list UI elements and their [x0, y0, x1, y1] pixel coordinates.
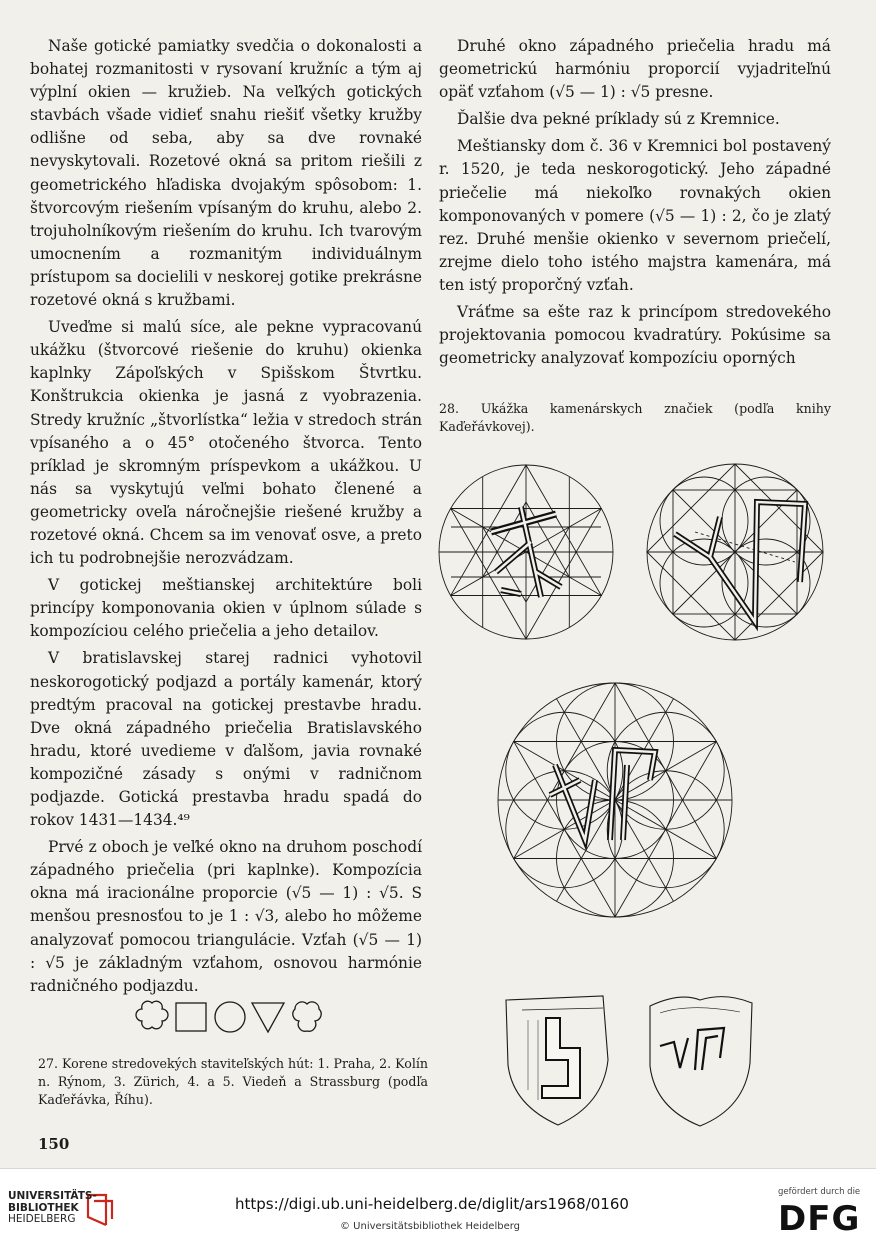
paragraph: V gotickej meštianskej architektúre boli princípy komponovania okien v úplnom súlade s kompozíciou celého priečelia a jeho detailov. [30, 576, 422, 641]
quatrefoil-shape [136, 1001, 168, 1029]
dfg-logo: DFG [778, 1199, 861, 1239]
library-name: UNIVERSITÄTS- BIBLIOTHEK HEIDELBERG [8, 1190, 97, 1225]
paragraph: Ďalšie dva pekné príklady sú z Kremnice. [457, 110, 780, 129]
masons-mark-diagram-1 [436, 462, 616, 642]
paragraph: Druhé okno západného priečelia hradu má geometrickú harmóniu proporcií vyjadriteľnú opäť vzťahom (√5 — 1) : √5 presne. [439, 37, 831, 102]
funding-label: gefördert durch die [778, 1187, 861, 1197]
circle-shape [215, 1002, 245, 1032]
trefoil-shape [293, 1002, 321, 1031]
document-url-link[interactable]: https://digi.ub.uni-heidelberg.de/diglit/ars1968/0160 [235, 1195, 629, 1213]
lodge-symbols-figure [132, 995, 332, 1040]
paragraph: Uveďme si malú síce, ale pekne vypracovanú ukážku (štvorcové riešenie do kruhu) okienka kaplnky Zápoľských v Spišskom Štvrtku. Konštrukcia okienka je jasná z vyobrazenia. Stredy kružníc „štvorlístka“ ležia v stredoch strán vpísaného a o 45° otočeného štvorca. Tento príklad je skromným príspevkom a ukážkou. U nás sa vyskytujú veľmi bohato členené a geometricky oveľa náročnejšie riešené kružby a rozetové okná. Chcem sa im venovať osve, a preto ich tu podrobnejšie nerozvádzam. [30, 318, 422, 568]
page-number: 150 [38, 1135, 70, 1153]
square-shape [176, 1003, 206, 1031]
figure-28-caption: 28. Ukážka kamenárskych značiek (podľa knihy Kaďeřávkovej). [439, 401, 831, 434]
copyright-notice: © Universitätsbibliothek Heidelberg [340, 1221, 521, 1232]
figure-27-caption: 27. Korene stredovekých staviteľských hút: 1. Praha, 2. Kolín n. Rýnom, 3. Zürich, 4. a 5. Viedeň a Strassburg (podľa Kaďeřávka, Říhu). [38, 1056, 428, 1107]
shield-stone-drawing-1 [498, 990, 616, 1130]
paragraph: Prvé z oboch je veľké okno na druhom poschodí západného priečelia (pri kaplnke). Kompozícia okna má iracionálne proporcie (√5 — 1) : √5. S menšou presnosťou to je 1 : √3, alebo ho môžeme analyzovať pomocou triangulácie. Vzťah (√5 — 1) : √5 je základným vzťahom, osnovou harmónie radničného podjazdu. [30, 838, 422, 995]
masons-mark-diagram-2 [642, 462, 828, 642]
footer-bar [0, 1168, 876, 1246]
paragraph: Meštiansky dom č. 36 v Kremnici bol postavený r. 1520, je teda neskorogotický. Jeho západné priečelie má niekoľko rovnakých okien komponovaných v pomere (√5 — 1) : 2, čo je zlatý rez. Druhé menšie okienko v severnom priečelí, zrejme dielo toho istého majstra kamenára, má ten istý proporčný vzťah. [439, 137, 831, 294]
paragraph: Vráťme sa ešte raz k princípom stredovekého projektovania pomocou kvadratúry. Pokúsime sa geometricky analyzovať kompozíciu oporných [439, 303, 831, 368]
paragraph: V bratislavskej starej radnici vyhotovil neskorogotický podjazd a portály kamenár, ktorý predtým pracoval na gotickej prestavbe hradu. Dve okná západného priečelia Bratislavského hradu, ktoré uvedieme v ďalšom, javia rovnaké kompozičné zásady s onými v radničnom podjazde. Gotická prestavba hradu spadá do rokov 1431—1434.⁴⁹ [30, 649, 422, 830]
left-text-column [30, 35, 422, 1002]
right-text-column [439, 35, 831, 374]
masons-mark-diagram-3 [495, 680, 735, 920]
paragraph: Naše gotické pamiatky svedčia o dokonalosti a bohatej rozmanitosti v rysovaní kružníc a tým aj výplní okien — kružieb. Na veľkých gotických stavbách všade vidieť snahu riešiť všetky kružby odlišne od seba, aby sa dve rovnaké nevyskytovali. Rozetové okná sa pritom riešili z geometrického hľadiska dvojakým spôsobom: 1. štvorcovým riešením vpísaným do kruhu, alebo 2. trojuholníkovým riešením do kruhu. Ich tvarovým umocnením a rozmanitým individuálnym prístupom sa docielili v neskorej gotike prekrásne rozetové okná s kružbami. [30, 37, 422, 310]
triangle-shape [252, 1003, 284, 1032]
shield-stone-drawing-2 [640, 988, 760, 1130]
